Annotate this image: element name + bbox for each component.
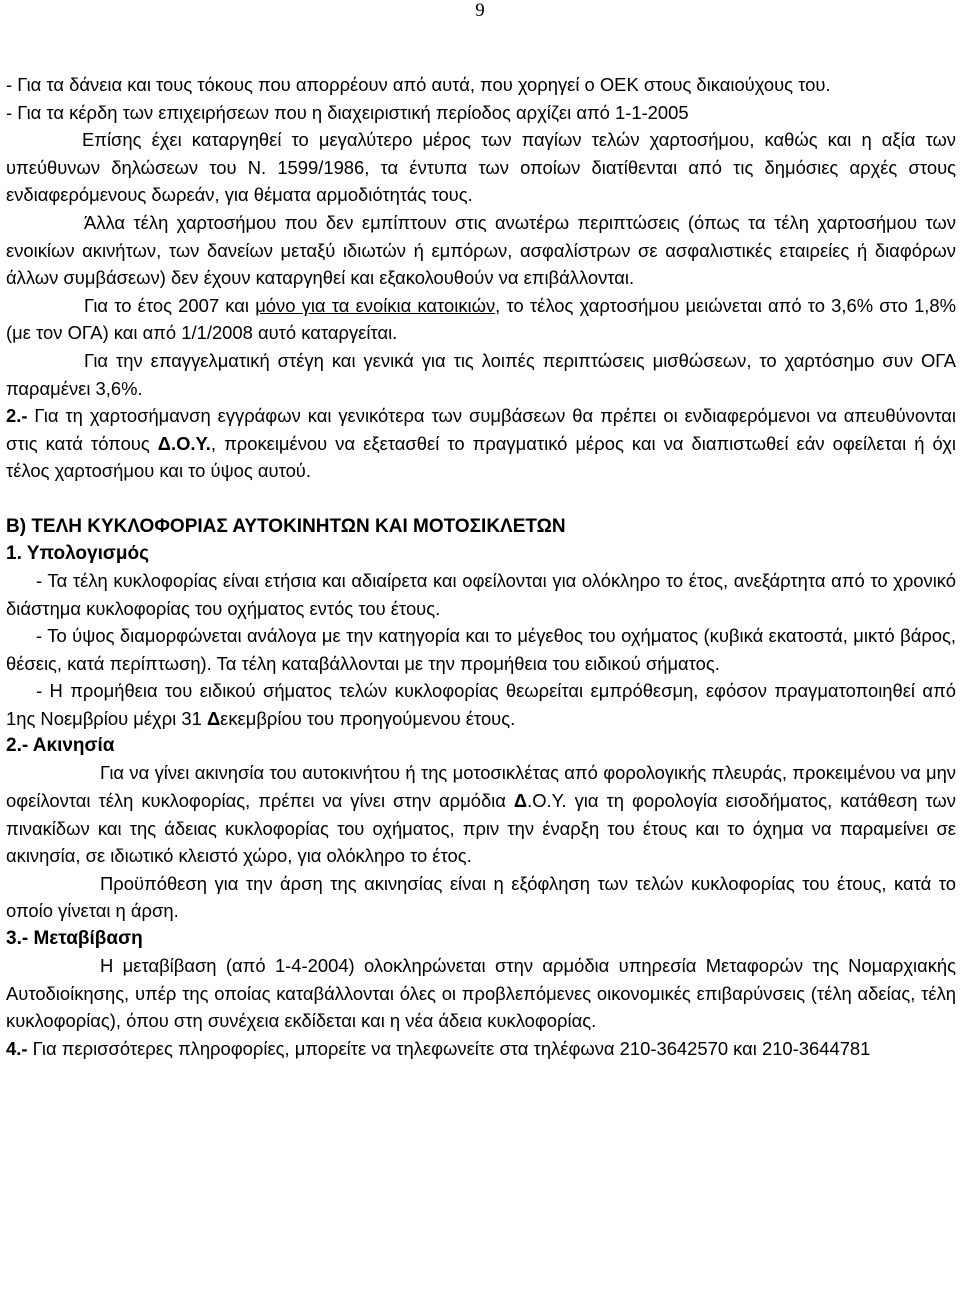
immob-bold-d: Δ — [513, 790, 528, 812]
rents-underlined: μόνο για τα ενοίκια κατοικιών — [255, 294, 496, 316]
paragraph-annual-fees: - Τα τέλη κυκλοφορίας είναι ετήσια και αδιαίρετα και οφείλονται για ολόκληρο το έτος, ανεξάρτητα από το χρονικό διάστημα κυκλοφορίας του οχήματος εντός του έτους. — [6, 569, 956, 619]
paragraph-fee-amount: - Το ύψος διαμορφώνεται ανάλογα με την κατηγορία και το μέγεθος του οχήματος (κυβικά εκατοστά, μικτό βάρος, θέσεις, κατά περίπτωση). Τα τέλη καταβάλλονται με την προμήθεια του ειδικού σήματος. — [6, 625, 956, 674]
heading-immobilization: 2.- Ακινησία — [6, 735, 115, 757]
sticker-bold-d: Δ — [206, 707, 221, 729]
item-number-4: 4.- — [6, 1037, 28, 1059]
paragraph-other-stamp-fees: Άλλα τέλη χαρτοσήμου που δεν εμπίπτουν στις ανωτέρω περιπτώσεις (όπως τα τέλη χαρτοσήμου των ενοικίων ακινήτων, των δανείων μεταξύ ιδιωτών ή εμπόρων, ασφαλίστρων σε ασφαλιστικές εταιρείες ή διαφόρων άλλων συμβάσεων) δεν έχουν καταργηθεί και εξακολουθούν να επιβάλλονται. — [6, 211, 956, 289]
item-number-2: 2.- — [6, 405, 28, 427]
section-gap — [6, 485, 956, 513]
paragraph-contact — [6, 1035, 956, 1063]
paragraph-professional-rent: Για την επαγγελματική στέγη και γενικά για τις λοιπές περιπτώσεις μισθώσεων, το χαρτόσημο συν ΟΓΑ παραμένει 3,6%. — [6, 349, 956, 399]
document-body — [6, 71, 956, 1062]
section-b-title: Β) ΤΕΛΗ ΚΥΚΛΟΦΟΡΙΑΣ ΑΥΤΟΚΙΝΗΤΩΝ ΚΑΙ ΜΟΤΟΣΙΚΛΕΤΩΝ — [6, 515, 566, 537]
heading-transfer: 3.- Μεταβίβαση — [6, 928, 143, 950]
immob-text-a: Για να γίνει ακινησία του αυτοκινήτου ή της μοτοσικλέτας από φορολογικής πλευράς, προκειμένου να μην οφείλονται τέλη κυκλοφορίας, πρέπει να γίνει στην αρμόδια — [6, 762, 956, 812]
sticker-text-a: - Η προμήθεια του ειδικού σήματος τελών κυκλοφορίας θεωρείται εμπρόθεσμη, εφόσον πραγματοποιηθεί από 1ης Νοεμβρίου μέχρι 31 — [6, 680, 956, 729]
paragraph-sticker-timely — [6, 677, 956, 732]
rents-text-a: Για το έτος 2007 και — [84, 294, 256, 316]
contact-text: Για περισσότερες πληροφορίες, μπορείτε να τηλεφωνείτε στα τηλέφωνα 210-3642570 και 210-3644781 — [27, 1037, 871, 1059]
paragraph-2007-rents — [6, 292, 956, 347]
bullet-business-profits: - Για τα κέρδη των επιχειρήσεων που η διαχειριστική περίοδος αρχίζει από 1-1-2005 — [6, 101, 689, 123]
paragraph-immobilization-lift: Προϋπόθεση για την άρση της ακινησίας είναι η εξόφληση των τελών κυκλοφορίας του έτους, κατά το οποίο γίνεται η άρση. — [6, 872, 956, 922]
bullet-oek-loans: - Για τα δάνεια και τους τόκους που απορρέουν από αυτά, που χορηγεί ο ΟΕΚ στους δικαιούχους του. — [6, 74, 831, 95]
sticker-text-c: εκεμβρίου του προηγούμενου έτους. — [220, 707, 516, 729]
paragraph-immobilization — [6, 759, 956, 869]
heading-calculation: 1. Υπολογισμός — [6, 542, 149, 564]
paragraph-stamping-documents — [6, 402, 956, 485]
doy-bold: Δ.Ο.Υ. — [157, 432, 211, 454]
stamping-text-c: , προκειμένου να εξετασθεί το πραγματικό μέρος και να διαπιστωθεί εάν οφείλεται ή όχι τέλος χαρτοσήμου και το ύψος αυτού. — [6, 432, 956, 482]
rents-text-b: , το τέλος χαρτοσήμου μειώνεται από το 3,6% στο 1,8% (με τον ΟΓΑ) και από 1/1/2008 αυτό καταργείται. — [6, 294, 956, 344]
paragraph-transfer: Η μεταβίβαση (από 1-4-2004) ολοκληρώνεται στην αρμόδια υπηρεσία Μεταφορών της Νομαρχιακής Αυτοδιοίκησης, υπέρ της οποίας καταβάλλονται όλες οι προβλεπόμενες οικονομικές επιβαρύνσεις (τέλη αδείας, τέλη κυκλοφορίας), όπου στη συνέχεια εκδίδεται και η νέα άδεια κυκλοφορίας. — [6, 955, 956, 1032]
stamping-text-a: Για τη χαρτοσήμανση εγγράφων και γενικότερα των συμβάσεων θα πρέπει οι ενδιαφερόμενοι να απευθύνονται στις κατά τόπους — [6, 405, 956, 454]
page-number: 9 — [475, 0, 485, 21]
immob-text-c: .Ο.Υ. για τη φορολογία εισοδήματος, κατάθεση των πινακίδων και της άδειας κυκλοφορίας του οχήματος, πριν την έναρξη του έτους και το όχημα να παραμείνει σε ακινησία, σε ιδιωτικό κλειστό χώρο, για ολόκληρο το έτος. — [6, 790, 956, 867]
paragraph-stamp-abolished: Επίσης έχει καταργηθεί το μεγαλύτερο μέρος των παγίων τελών χαρτοσήμου, καθώς και η αξία των υπεύθυνων δηλώσεων του Ν. 1599/1986, τα έντυπα των οποίων διατίθενται από τις δημόσιες αρχές στους ενδιαφερόμενους δωρεάν, για θέματα αρμοδιότητάς τους. — [6, 129, 956, 206]
